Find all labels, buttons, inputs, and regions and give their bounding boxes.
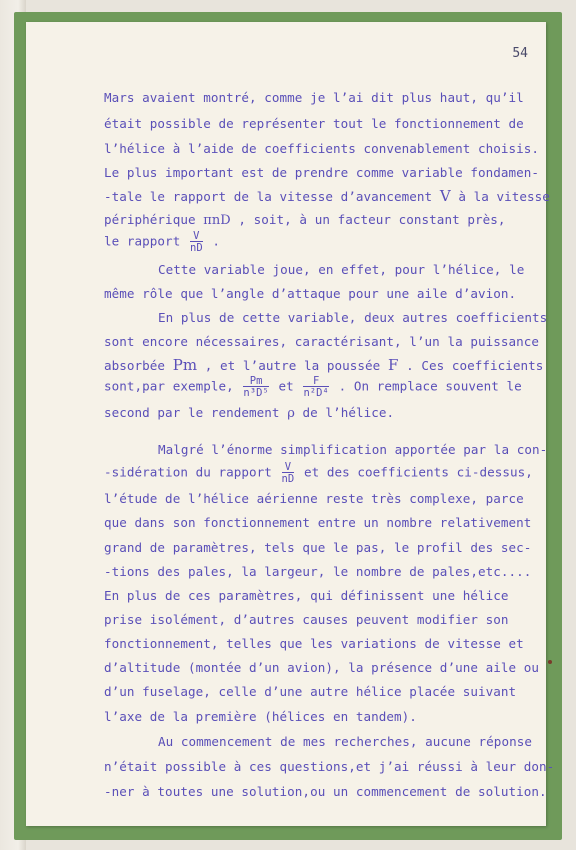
text-line: était possible de représenter tout le fonctionnement de: [104, 116, 524, 131]
text-fragment: et: [278, 378, 294, 394]
text-line: Mars avaient montré, comme je l’ai dit plus haut, qu’il: [104, 90, 524, 105]
fraction-v-over-nd: $\frac{V}{nD}$: [189, 230, 203, 254]
text-line: [104, 462, 533, 484]
ink-dot: [548, 660, 552, 664]
text-fragment: -sidération du rapport: [104, 464, 272, 480]
power-symbol: Pm: [172, 356, 198, 374]
text-fragment: le rapport: [104, 233, 181, 249]
page-number: 54: [512, 46, 528, 61]
efficiency-symbol: ρ: [287, 406, 295, 421]
text-line: [104, 376, 522, 398]
text-line: Cette variable joue, en effet, pour l’hélice, le: [158, 262, 525, 277]
text-fragment: de l’hélice.: [302, 405, 395, 420]
typed-page: [26, 22, 555, 826]
text-fragment: -tale le rapport de la vitesse d’avancement: [104, 189, 433, 204]
text-line: l’hélice à l’aide de coefficients convenablement choisis.: [104, 141, 540, 156]
velocity-symbol: V: [439, 187, 451, 205]
text-fragment: à la vitesse: [458, 189, 550, 204]
text-line: [104, 212, 506, 228]
text-fragment: et des coefficients ci-dessus,: [303, 464, 533, 480]
text-line: grand de paramètres, tels que le pas, le profil des sec-: [104, 540, 532, 555]
text-line: même rôle que l’angle d’attaque pour une aile d’avion.: [104, 286, 517, 301]
text-line: Malgré l’énorme simplification apportée par la con-: [158, 442, 548, 457]
text-line: d’altitude (montée d’un avion), la présence d’une aile ou: [104, 660, 540, 675]
text-line: Au commencement de mes recherches, aucune réponse: [158, 734, 532, 749]
text-fragment: , soit, à un facteur constant près,: [238, 212, 506, 227]
text-line: [104, 187, 550, 205]
text-fragment: absorbée: [104, 358, 166, 373]
text-fragment: .: [212, 233, 220, 249]
text-fragment: , et l’autre la poussée: [204, 358, 381, 373]
text-line: sont encore nécessaires, caractérisant, l’un la puissance: [104, 334, 540, 349]
text-line: d’un fuselage, celle d’une autre hélice placée suivant: [104, 684, 517, 699]
text-line: l’axe de la première (hélices en tandem).: [104, 709, 417, 724]
text-line: En plus de cette variable, deux autres coefficients: [158, 310, 548, 325]
fraction-thrust-coefficient: $\frac{F}{\text{n²D⁴}}$: [303, 375, 329, 399]
fraction-power-coefficient: $\frac{Pm}{\text{n³D⁵}}$: [243, 375, 269, 399]
text-fragment: . On remplace souvent le: [338, 378, 522, 394]
thrust-symbol: F: [387, 356, 399, 374]
text-fragment: . Ces coefficients: [406, 358, 544, 373]
text-fragment: périphérique: [104, 212, 196, 227]
pi-n-d-symbol: πnD: [203, 213, 231, 228]
text-line: En plus de ces paramètres, qui définissent une hélice: [104, 588, 509, 603]
text-line: l’étude de l’hélice aérienne reste très complexe, parce: [104, 491, 524, 506]
text-line: que dans son fonctionnement entre un nombre relativement: [104, 515, 532, 530]
green-cover-edge: [546, 22, 560, 826]
text-line: -tions des pales, la largeur, le nombre de pales,etc....: [104, 564, 532, 579]
text-fragment: sont,par exemple,: [104, 378, 234, 394]
text-line: [104, 405, 394, 421]
text-line: [104, 231, 220, 253]
text-line: -ner à toutes une solution,ou un commencement de solution.: [104, 784, 547, 799]
text-line: Le plus important est de prendre comme variable fondamen-: [104, 165, 540, 180]
text-line: fonctionnement, telles que les variations de vitesse et: [104, 636, 524, 651]
fraction-v-over-nd: $\frac{V}{nD}$: [281, 461, 295, 485]
text-fragment: second par le rendement: [104, 405, 280, 420]
text-line: prise isolément, d’autres causes peuvent modifier son: [104, 612, 509, 627]
text-line: n’était possible à ces questions,et j’ai réussi à leur don-: [104, 759, 555, 774]
text-line: [104, 356, 543, 374]
